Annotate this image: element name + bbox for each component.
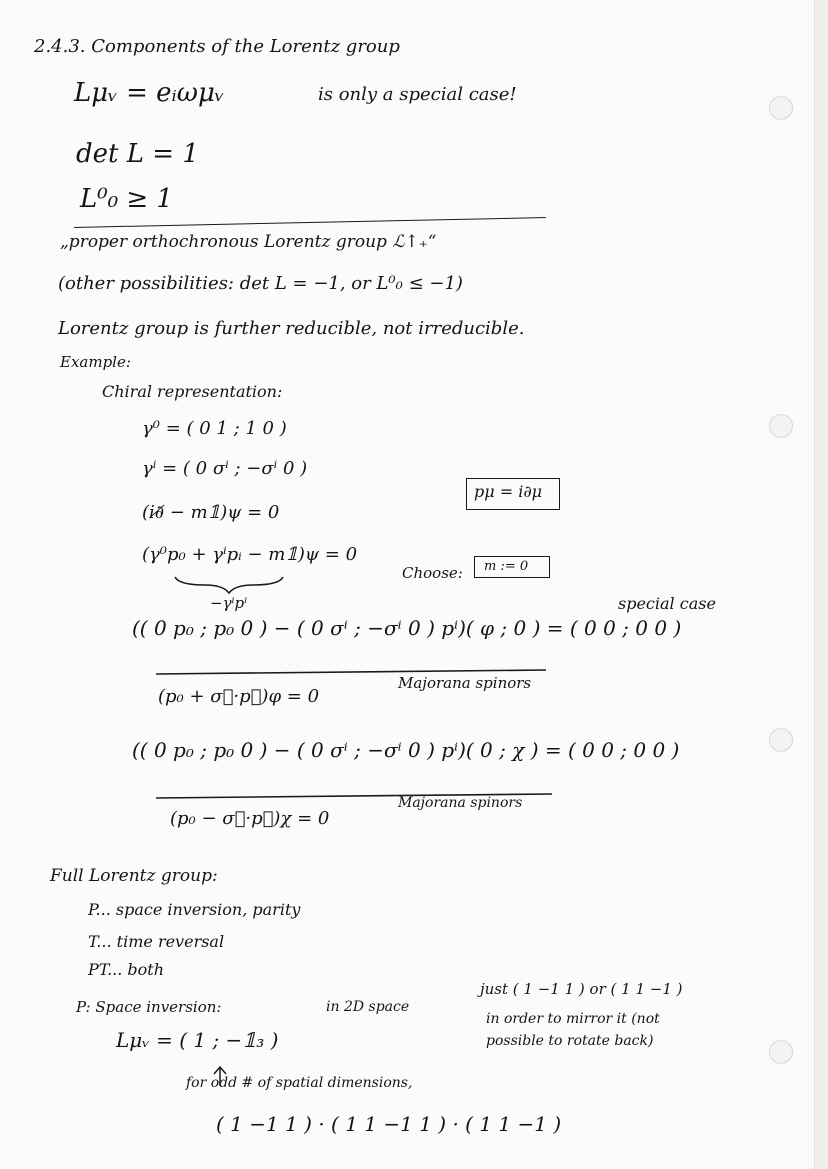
- matrix-equation-chi: (( 0 p₀ ; p₀ 0 ) − ( 0 σⁱ ; −σⁱ 0 ) pⁱ)( 0 ; χ ) = ( 0 0 ; 0 0 ): [132, 738, 680, 762]
- other-possibilities: (other possibilities: det L = −1, or L⁰₀ ≤ −1): [58, 273, 463, 294]
- mirror-note-line-1: in order to mirror it (not: [486, 1011, 660, 1027]
- majorana-label-2: Majorana spinors: [398, 795, 523, 811]
- odd-dimensions-note: for odd # of spatial dimensions,: [186, 1075, 413, 1091]
- dirac-momentum-equation: (γ⁰p₀ + γⁱpᵢ − m𝟙)ψ = 0: [142, 544, 358, 565]
- momentum-operator: pμ = i∂μ: [474, 482, 543, 501]
- determinant-equation: det L = 1: [76, 139, 199, 169]
- matrix-equation-phi: (( 0 p₀ ; p₀ 0 ) − ( 0 σⁱ ; −σⁱ 0 ) pⁱ)( φ ; 0 ) = ( 0 0 ; 0 0 ): [132, 616, 682, 640]
- weyl-equation-phi: (p₀ + σ⃗·p⃗)φ = 0: [158, 686, 320, 707]
- parity-item: P... space inversion, parity: [88, 900, 301, 919]
- parity-product-matrices: ( 1 −1 1 ) · ( 1 1 −1 1 ) · ( 1 1 −1 ): [216, 1112, 562, 1136]
- weyl-equation-chi: (p₀ − σ⃗·p⃗)χ = 0: [170, 808, 330, 829]
- choose-value: m := 0: [484, 559, 529, 574]
- mirror-note-line-2: possible to rotate back): [486, 1033, 654, 1049]
- both-item: PT... both: [88, 960, 165, 979]
- special-case-remark: is only a special case!: [318, 84, 517, 105]
- underbrace-note: −γⁱpⁱ: [210, 594, 248, 612]
- choose-label: Choose:: [402, 564, 463, 582]
- special-case-note: special case: [618, 594, 716, 613]
- chiral-representation-label: Chiral representation:: [102, 382, 283, 401]
- dirac-equation: (i∂̸ − m𝟙)ψ = 0: [142, 502, 280, 523]
- in-2d-space-note: in 2D space: [326, 999, 410, 1015]
- space-inversion-equation: Lμᵥ = ( 1 ; −𝟙₃ ): [116, 1028, 279, 1052]
- underbrace: [175, 577, 283, 593]
- proper-group-label: „proper orthochronous Lorentz group ℒ↑₊“: [60, 232, 437, 252]
- exponential-equation: Lμᵥ = eᵢωμᵥ: [74, 78, 225, 108]
- time-reversal-item: T... time reversal: [88, 932, 225, 951]
- gamma-zero-matrix: γ⁰ = ( 0 1 ; 1 0 ): [142, 418, 287, 439]
- full-lorentz-group-title: Full Lorentz group:: [50, 866, 218, 886]
- section-title: 2.4.3. Components of the Lorentz group: [34, 36, 400, 57]
- just-matrices-note: just ( 1 −1 1 ) or ( 1 1 −1 ): [480, 980, 683, 998]
- example-label: Example:: [60, 353, 131, 371]
- l00-inequality: L⁰₀ ≥ 1: [80, 184, 173, 214]
- gamma-i-matrix: γⁱ = ( 0 σⁱ ; −σⁱ 0 ): [142, 458, 308, 479]
- majorana-label-1: Majorana spinors: [398, 674, 532, 692]
- reducible-remark: Lorentz group is further reducible, not irreducible.: [58, 318, 525, 339]
- space-inversion-label: P: Space inversion:: [76, 998, 222, 1016]
